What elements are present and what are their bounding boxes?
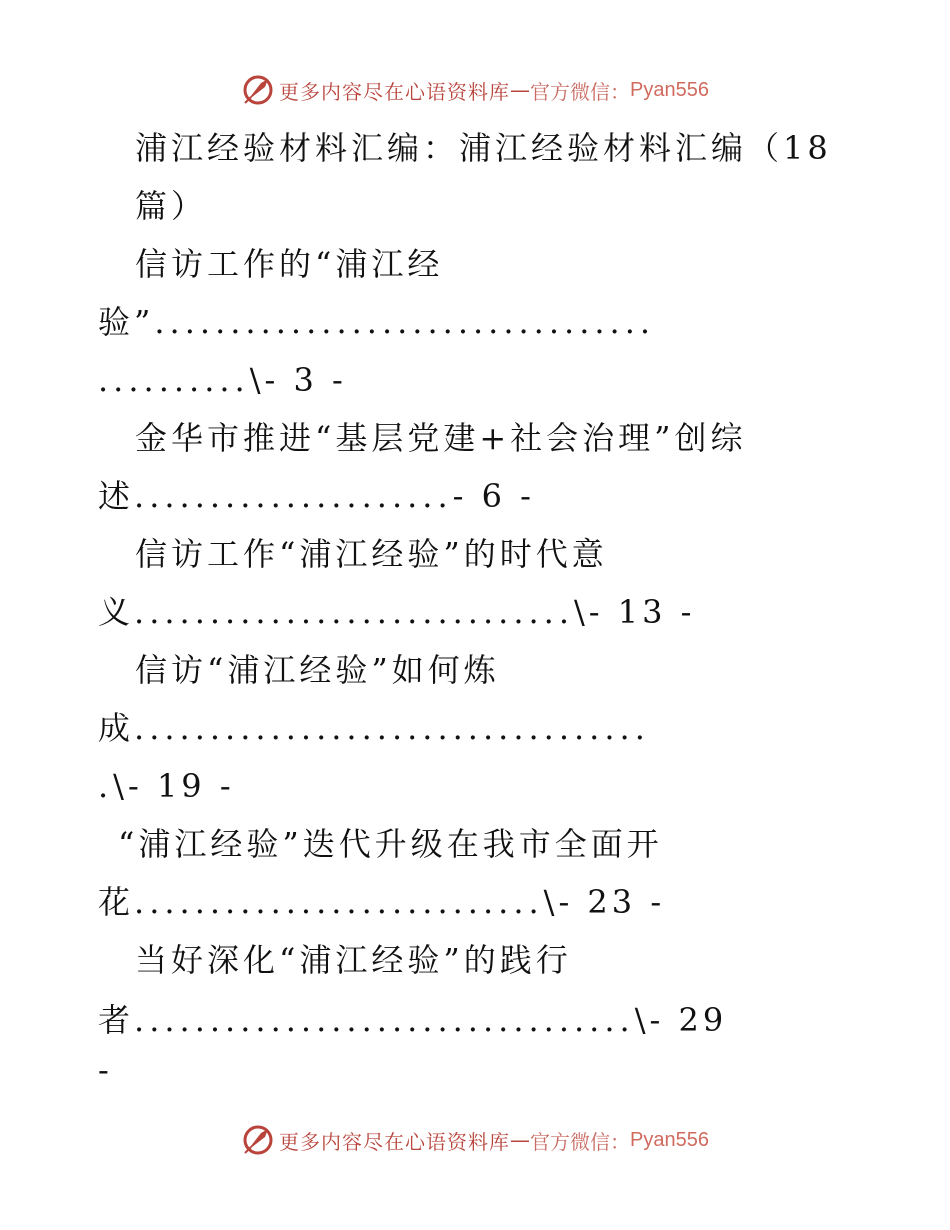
banner-text: 更多内容尽在心语资料库 bbox=[279, 1129, 511, 1154]
toc-entry-6-tail: 者 bbox=[98, 1001, 135, 1039]
banner-label: 官方微信： bbox=[530, 1129, 631, 1154]
banner-wechat-id: Pyan556 bbox=[630, 1128, 709, 1151]
toc-entry-4-title: 信访“浦江经验”如何炼 bbox=[135, 651, 500, 689]
toc-entry-1-page: \- 3 - bbox=[249, 361, 347, 399]
toc-entry-1-leader-cont: .......... bbox=[98, 361, 250, 399]
toc-entry-4-page: \- 19 - bbox=[113, 767, 235, 805]
toc-entry-2-leader: ..................... bbox=[134, 477, 453, 515]
toc-entry-5-line2 bbox=[98, 882, 665, 922]
toc-entry-6-page: \- 29 bbox=[634, 1001, 728, 1039]
banner-label: 官方微信： bbox=[530, 79, 631, 104]
toc-entry-3-page: \- 13 - bbox=[574, 593, 696, 631]
toc-entry-3-tail: 义 bbox=[98, 593, 135, 631]
banner-separator: — bbox=[510, 78, 531, 102]
toc-entry-1-line3 bbox=[98, 360, 347, 400]
toc-entry-1-leader: ................................. bbox=[154, 303, 656, 341]
toc-entry-5-leader: ........................... bbox=[134, 883, 544, 921]
toc-entry-4-leader-cont: . bbox=[98, 767, 114, 805]
toc-entry-2-title: 金华市推进“基层党建+社会治理”创综 bbox=[135, 419, 747, 457]
toc-entry-6-page-tail: - bbox=[98, 1051, 113, 1089]
banner-wechat-id: Pyan556 bbox=[630, 78, 709, 101]
banner-separator: — bbox=[510, 1128, 531, 1152]
toc-entry-4-line3 bbox=[98, 766, 235, 806]
toc-entry-3-title: 信访工作“浦江经验”的时代意 bbox=[135, 535, 608, 573]
toc-entry-6-title: 当好深化“浦江经验”的践行 bbox=[135, 941, 572, 979]
toc-entry-5-tail: 花 bbox=[98, 883, 135, 921]
footer-banner bbox=[0, 1120, 950, 1160]
document-title-line2: 篇） bbox=[135, 187, 208, 225]
quill-pen-logo-icon bbox=[241, 73, 275, 107]
document-title-line1: 浦江经验材料汇编：浦江经验材料汇编（18 bbox=[135, 129, 832, 167]
toc-entry-3-line2 bbox=[98, 592, 695, 632]
toc-entry-4-line2 bbox=[98, 708, 650, 748]
toc-entry-2-page: - 6 - bbox=[452, 477, 535, 515]
toc-entry-4-tail: 成 bbox=[98, 709, 135, 747]
toc-entry-5-title: “浦江经验”迭代升级在我市全面开 bbox=[118, 825, 663, 863]
toc-entry-6-leader: ................................. bbox=[134, 1001, 635, 1039]
header-banner bbox=[0, 70, 950, 110]
toc-entry-1-title: 信访工作的“浦江经 bbox=[135, 245, 444, 283]
toc-entry-5-page: \- 23 - bbox=[543, 883, 666, 921]
toc-entry-2-line2 bbox=[98, 476, 535, 516]
banner-text: 更多内容尽在心语资料库 bbox=[279, 79, 511, 104]
toc-entry-3-leader: ............................. bbox=[134, 593, 574, 631]
toc-entry-1-line2 bbox=[98, 302, 655, 342]
quill-pen-logo-icon bbox=[241, 1123, 275, 1157]
toc-entry-2-tail: 述 bbox=[98, 477, 135, 515]
toc-entry-4-leader: .................................. bbox=[134, 709, 650, 747]
toc-entry-6-line2 bbox=[98, 1000, 727, 1040]
toc-entry-1-tail: 验” bbox=[98, 303, 155, 341]
